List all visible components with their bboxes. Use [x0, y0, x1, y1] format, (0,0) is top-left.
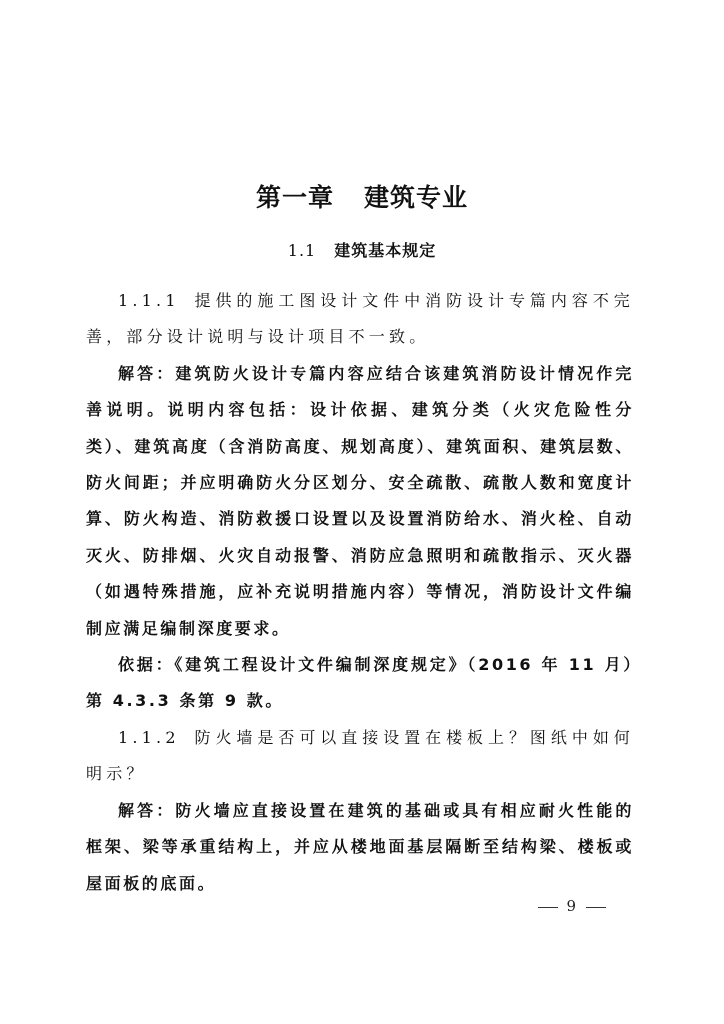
question-paragraph [86, 720, 634, 793]
chapter-number: 第一章 [255, 183, 334, 212]
question-paragraph [86, 283, 634, 356]
question-text: 防火墙是否可以直接设置在楼板上？图纸中如何明示？ [86, 727, 634, 784]
page-footer [530, 897, 614, 915]
answer-paragraph: 解答：防火墙应直接设置在建筑的基础或具有相应耐火性能的框架、梁等承重结构上，并应从楼地面基层隔断至结构梁、楼板或屋面板的底面。 [86, 800, 634, 893]
body-text [86, 283, 634, 902]
page-number: 9 [566, 897, 578, 915]
section-name: 建筑基本规定 [334, 241, 437, 260]
dash-left [538, 907, 558, 908]
section-number: 1.1 [287, 241, 317, 260]
question-text: 提供的施工图设计文件中消防设计专篇内容不完善，部分设计说明与设计项目不一致。 [86, 291, 634, 347]
answer-paragraph: 解答：建筑防火设计专篇内容应结合该建筑消防设计情况作完善说明。说明内容包括：设计依据、建筑分类（火灾危险性分类）、建筑高度（含消防高度、规划高度）、建筑面积、建筑层数、防火间距；并应明确防火分区划分、安全疏散、疏散人数和宽度计算、防火构造、消防救援口设置以及设置消防给水、消火栓、自动灭火、防排烟、火灾自动报警、消防应急照明和疏散指示、灭火器（如遇特殊措施，应补充说明措施内容）等情况，消防设计文件编制应满足编制深度要求。 [86, 363, 634, 638]
item-number: 1.1.1 [118, 291, 180, 310]
dash-right [586, 907, 606, 908]
basis-paragraph: 依据：《建筑工程设计文件编制深度规定》（2016 年 11 月）第 4.3.3 条第 9 款。 [86, 655, 634, 711]
item-number: 1.1.2 [118, 727, 180, 747]
section-title [0, 238, 724, 261]
chapter-name: 建筑专业 [364, 183, 469, 212]
chapter-title [0, 178, 724, 214]
